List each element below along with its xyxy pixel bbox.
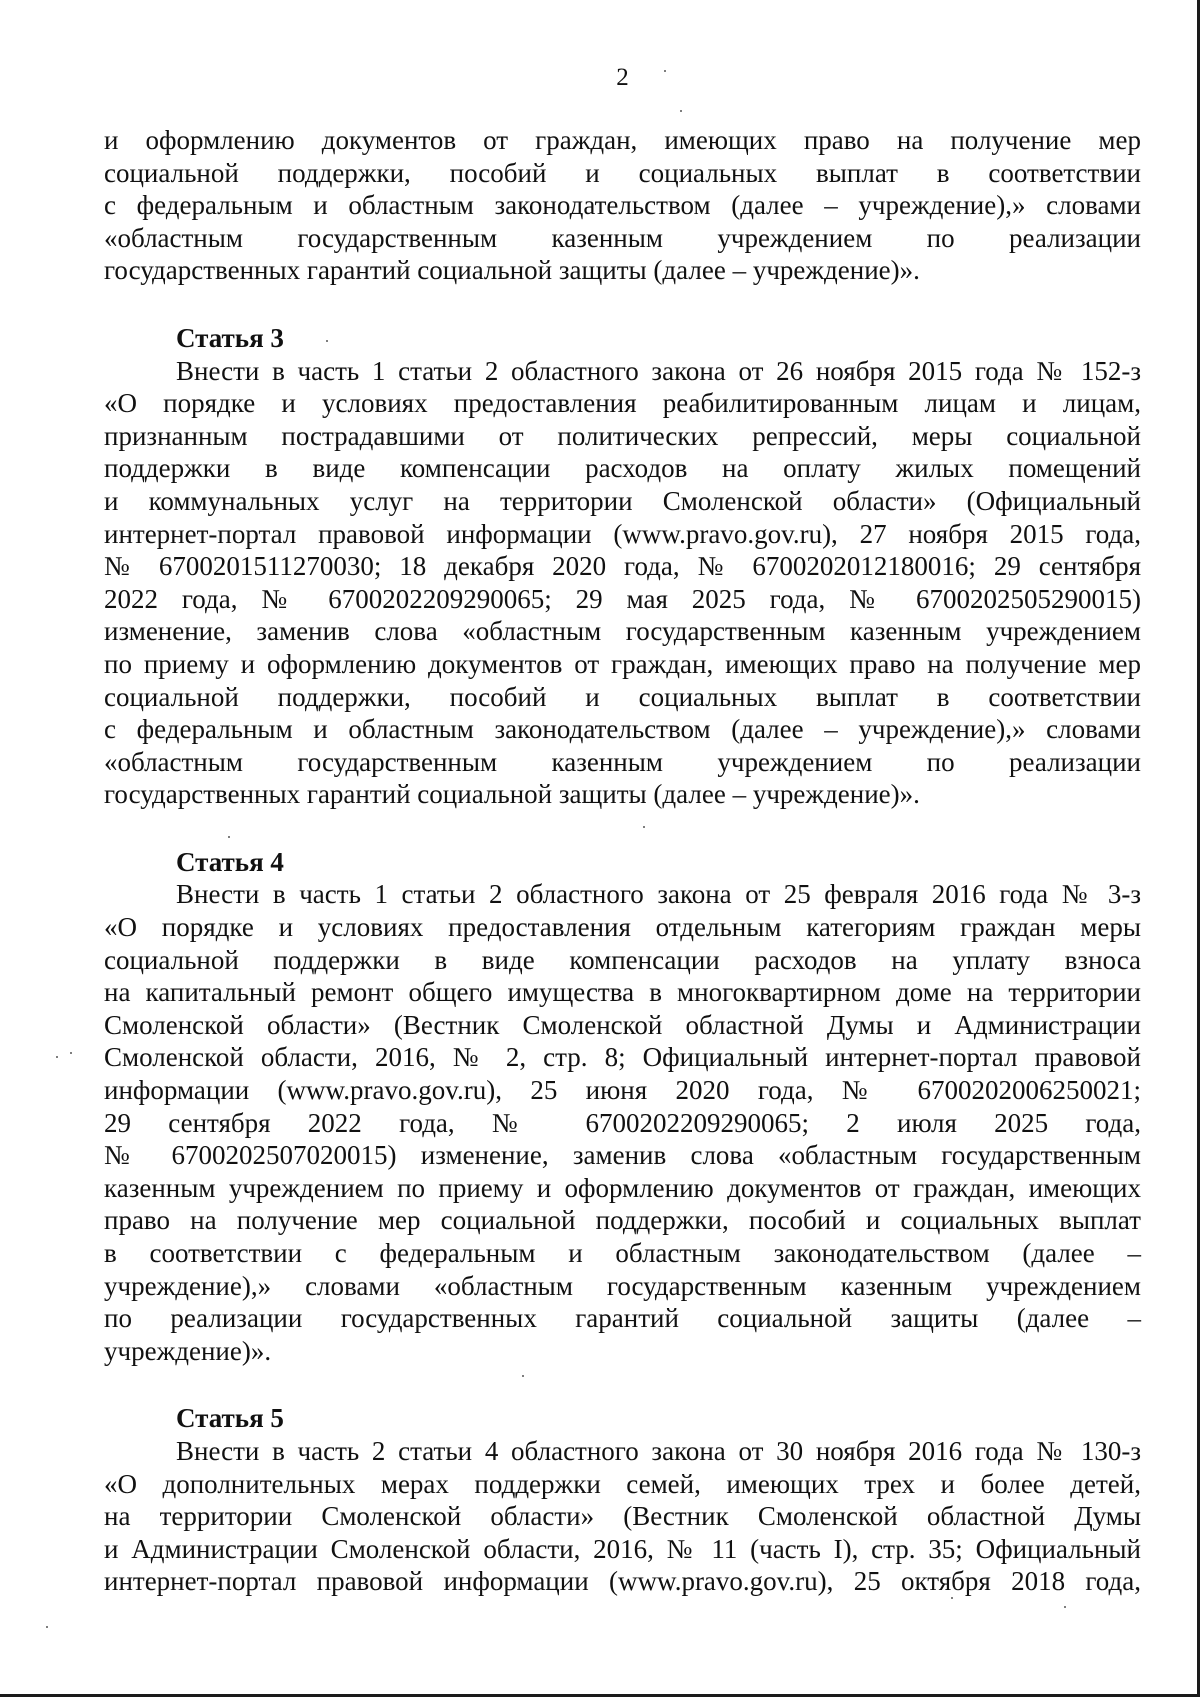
- text-line: «О порядке и условиях предоставления отдельным категориям граждан меры: [104, 912, 1141, 943]
- article-4: [104, 846, 1141, 1368]
- article-paragraph: [104, 355, 1141, 811]
- article-paragraph: [104, 1435, 1141, 1598]
- text-line: учреждение),» словами «областным государственным казенным учреждением: [104, 1270, 1141, 1301]
- scan-speck: [1064, 1606, 1066, 1608]
- text-line: социальной поддержки в виде компенсации расходов на уплату взноса: [104, 944, 1141, 975]
- text-line: 29 сентября 2022 года, № 6700202209290065; 2 июля 2025 года,: [104, 1107, 1141, 1138]
- text-line: Смоленской области» (Вестник Смоленской областной Думы и Администрации: [104, 1009, 1141, 1040]
- text-line: изменение, заменив слова «областным государственным казенным учреждением: [104, 616, 1141, 647]
- text-line: «О порядке и условиях предоставления реабилитированным лицам и лицам,: [104, 388, 1141, 419]
- document-body: [104, 124, 1141, 1598]
- text-line: 2022 года, № 6700202209290065; 29 мая 2025 года, № 6700202505290015): [104, 583, 1141, 614]
- article-paragraph: [104, 878, 1141, 1367]
- text-line: учреждение)».: [104, 1335, 272, 1366]
- text-line: Внести в часть 1 статьи 2 областного закона от 26 ноября 2015 года № 152-з: [176, 355, 1141, 386]
- text-line: информации (www.pravo.gov.ru), 25 июня 2020 года, № 6700202006250021;: [104, 1075, 1141, 1106]
- text-line: интернет-портал правовой информации (www.pravo.gov.ru), 25 октября 2018 года,: [104, 1566, 1141, 1597]
- text-line: с федеральным и областным законодательством (далее – учреждение),» словами: [104, 190, 1141, 221]
- article-5: [104, 1402, 1141, 1598]
- text-line: социальной поддержки, пособий и социальных выплат в соответствии: [104, 157, 1141, 188]
- intro-paragraph: [104, 124, 1141, 287]
- article-3: [104, 322, 1141, 811]
- scan-speck: [70, 1052, 72, 1054]
- text-line: государственных гарантий социальной защиты (далее – учреждение)».: [104, 779, 920, 810]
- text-line: интернет-портал правовой информации (www.pravo.gov.ru), 27 ноября 2015 года,: [104, 518, 1141, 549]
- text-line: № 6700201511270030; 18 декабря 2020 года, № 6700202012180016; 29 сентября: [104, 551, 1141, 582]
- text-line: Смоленской области, 2016, № 2, стр. 8; Официальный интернет-портал правовой: [104, 1042, 1141, 1073]
- text-line: и коммунальных услуг на территории Смоленской области» (Официальный: [104, 485, 1141, 516]
- text-line: «О дополнительных мерах поддержки семей, имеющих трех и более детей,: [104, 1468, 1141, 1499]
- text-line: по реализации государственных гарантий социальной защиты (далее –: [104, 1303, 1141, 1334]
- text-line: на капитальный ремонт общего имущества в многоквартирном доме на территории: [104, 977, 1141, 1008]
- text-line: «областным государственным казенным учреждением по реализации: [104, 222, 1141, 253]
- text-line: № 6700202507020015) изменение, заменив слова «областным государственным: [104, 1140, 1141, 1171]
- text-line: казенным учреждением по приему и оформлению документов от граждан, имеющих: [104, 1172, 1141, 1203]
- text-line: и оформлению документов от граждан, имеющих право на получение мер: [104, 125, 1141, 155]
- text-line: Внести в часть 1 статьи 2 областного закона от 25 февраля 2016 года № 3-з: [176, 879, 1141, 910]
- text-line: Внести в часть 2 статьи 4 областного закона от 30 ноября 2016 года № 130-з: [176, 1435, 1141, 1466]
- text-line: признанным пострадавшими от политических репрессий, меры социальной: [104, 420, 1141, 451]
- text-line: по приему и оформлению документов от граждан, имеющих право на получение мер: [104, 648, 1141, 679]
- text-line: с федеральным и областным законодательством (далее – учреждение),» словами: [104, 714, 1141, 745]
- article-title: Статья 4: [176, 846, 284, 877]
- article-title: Статья 3: [176, 322, 284, 353]
- text-line: на территории Смоленской области» (Вестник Смоленской областной Думы: [104, 1501, 1141, 1532]
- scan-speck: [56, 1056, 58, 1058]
- text-line: «областным государственным казенным учреждением по реализации: [104, 746, 1141, 777]
- text-line: поддержки в виде компенсации расходов на оплату жилых помещений: [104, 453, 1141, 484]
- scan-speck: [46, 1626, 48, 1628]
- text-line: и Администрации Смоленской области, 2016, № 11 (часть I), стр. 35; Официальный: [104, 1533, 1141, 1564]
- text-line: право на получение мер социальной поддержки, пособий и социальных выплат: [104, 1205, 1141, 1236]
- text-line: социальной поддержки, пособий и социальных выплат в соответствии: [104, 681, 1141, 712]
- text-line: государственных гарантий социальной защиты (далее – учреждение)».: [104, 255, 920, 286]
- text-line: в соответствии с федеральным и областным законодательством (далее –: [104, 1238, 1141, 1268]
- scan-speck: [680, 110, 682, 112]
- article-title: Статья 5: [176, 1403, 284, 1434]
- page-number: 2: [616, 64, 629, 91]
